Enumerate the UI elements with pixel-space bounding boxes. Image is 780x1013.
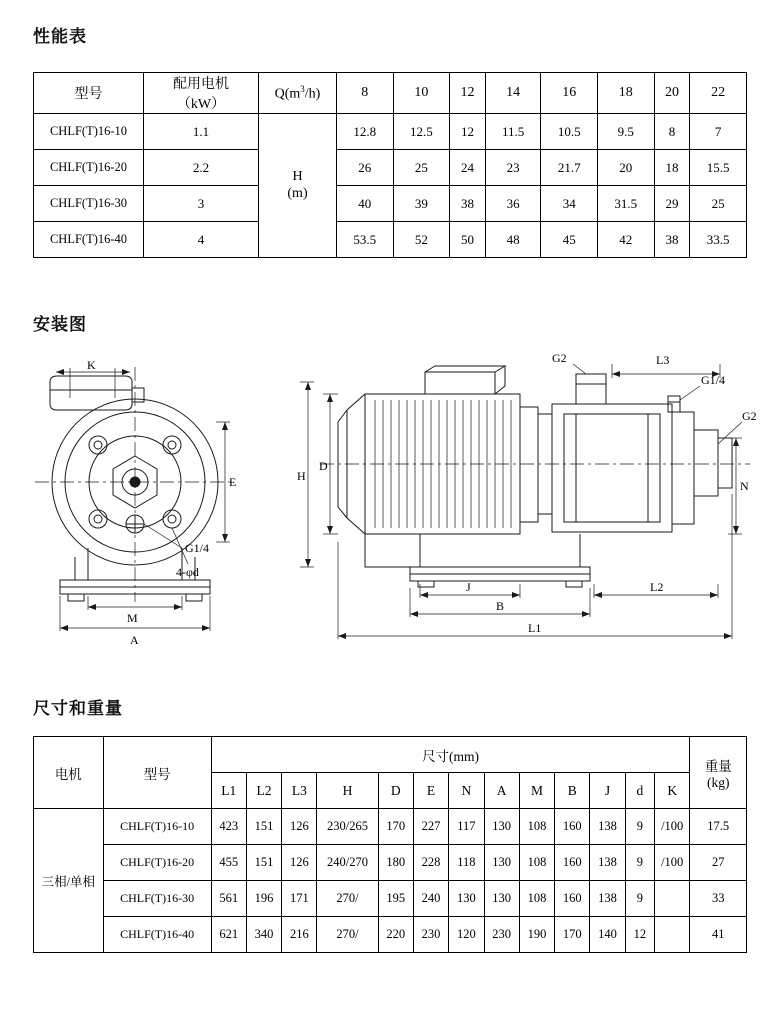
table-row: [34, 114, 747, 150]
header-flow-prefix: Q(m: [274, 86, 301, 102]
cell-d: 9: [625, 809, 654, 845]
cell-L2: 340: [246, 917, 281, 953]
cell-D: 220: [378, 917, 413, 953]
cell-L1: 423: [211, 809, 246, 845]
header-motor-line2: （kW）: [176, 97, 226, 112]
cell-K: [654, 881, 689, 917]
cell-weight: 27: [690, 845, 747, 881]
row-model: CHLF(T)16-30: [103, 881, 211, 917]
head-cell: 26: [337, 150, 394, 186]
cell-B: 160: [555, 809, 590, 845]
head-cell: 40: [337, 186, 394, 222]
cell-L3: 126: [282, 845, 317, 881]
header-model: 型号: [103, 737, 211, 809]
row-motor: 4: [144, 222, 259, 258]
label-D: D: [319, 459, 328, 473]
cell-H: 270/: [317, 881, 378, 917]
header-head-unit: [259, 114, 337, 258]
cell-L1: 561: [211, 881, 246, 917]
cell-J: 140: [590, 917, 625, 953]
cell-A: 130: [484, 881, 519, 917]
cell-L2: 151: [246, 845, 281, 881]
header-weight-line1: 重量: [704, 758, 732, 774]
label-K: K: [87, 358, 96, 372]
cell-L3: 126: [282, 809, 317, 845]
cell-L2: 196: [246, 881, 281, 917]
cell-L3: 171: [282, 881, 317, 917]
flow-value-4: 16: [541, 73, 598, 114]
cell-J: 138: [590, 881, 625, 917]
label-L1: L1: [528, 621, 542, 635]
head-cell: 9.5: [598, 114, 655, 150]
head-cell: 52: [393, 222, 450, 258]
flow-value-2: 12: [450, 73, 486, 114]
row-model: CHLF(T)16-40: [34, 222, 144, 258]
head-cell: 39: [393, 186, 450, 222]
label-G2-right: G2: [742, 409, 757, 423]
head-cell: 7: [690, 114, 747, 150]
cell-M: 108: [519, 845, 554, 881]
cell-K: /100: [654, 845, 689, 881]
row-motor: 2.2: [144, 150, 259, 186]
cell-J: 138: [590, 809, 625, 845]
head-cell: 12.8: [337, 114, 394, 150]
label-G2-top: G2: [552, 352, 567, 365]
head-cell: 12.5: [393, 114, 450, 150]
cell-weight: 41: [690, 917, 747, 953]
flow-value-5: 18: [598, 73, 655, 114]
installation-section-title: 安装图: [33, 315, 87, 335]
header-motor-type: 电机: [34, 737, 104, 809]
header-col-H: H: [317, 773, 378, 809]
cell-H: 240/270: [317, 845, 378, 881]
cell-D: 195: [378, 881, 413, 917]
table-row: [34, 186, 747, 222]
head-cell: 42: [598, 222, 655, 258]
performance-table: [33, 72, 747, 258]
cell-N: 117: [449, 809, 484, 845]
cell-E: 228: [413, 845, 448, 881]
header-weight-line2: (kg): [706, 774, 730, 790]
cell-H: 270/: [317, 917, 378, 953]
cell-B: 170: [555, 917, 590, 953]
header-flow-sup: 3: [300, 83, 305, 94]
label-N: N: [740, 479, 749, 493]
table-row: [34, 150, 747, 186]
header-model: 型号: [34, 73, 144, 114]
cell-E: 230: [413, 917, 448, 953]
cell-d: 9: [625, 845, 654, 881]
cell-D: 180: [378, 845, 413, 881]
header-col-L3: L3: [282, 773, 317, 809]
row-model: CHLF(T)16-20: [103, 845, 211, 881]
flow-value-0: 8: [337, 73, 394, 114]
cell-weight: 33: [690, 881, 747, 917]
header-flow-suffix: /h): [304, 86, 321, 102]
flow-value-7: 22: [690, 73, 747, 114]
row-model: CHLF(T)16-10: [103, 809, 211, 845]
cell-E: 227: [413, 809, 448, 845]
label-J: J: [466, 580, 471, 594]
head-cell: 23: [485, 150, 540, 186]
head-cell: 31.5: [598, 186, 655, 222]
performance-section-title: 性能表: [33, 27, 87, 47]
header-col-J: J: [590, 773, 625, 809]
header-col-B: B: [555, 773, 590, 809]
row-model: CHLF(T)16-20: [34, 150, 144, 186]
pump-side-view: [320, 366, 750, 587]
head-cell: 38: [450, 186, 486, 222]
label-L2: L2: [650, 580, 664, 594]
motor-type-cell: 三相/单相: [34, 809, 104, 953]
cell-L3: 216: [282, 917, 317, 953]
header-col-K: K: [654, 773, 689, 809]
cell-L2: 151: [246, 809, 281, 845]
row-model: CHLF(T)16-10: [34, 114, 144, 150]
head-cell: 25: [690, 186, 747, 222]
cell-L1: 621: [211, 917, 246, 953]
flow-value-1: 10: [393, 73, 450, 114]
header-col-A: A: [484, 773, 519, 809]
head-cell: 25: [393, 150, 450, 186]
cell-N: 120: [449, 917, 484, 953]
label-G14-right: G1/4: [701, 373, 725, 387]
table-header-row: [34, 73, 747, 114]
cell-B: 160: [555, 881, 590, 917]
header-motor-line1: 配用电机: [173, 77, 229, 92]
head-cell: 18: [654, 150, 690, 186]
head-cell: 48: [485, 222, 540, 258]
cell-D: 170: [378, 809, 413, 845]
row-model: CHLF(T)16-30: [34, 186, 144, 222]
table-row: [34, 222, 747, 258]
head-cell: 53.5: [337, 222, 394, 258]
label-H: H: [297, 469, 306, 483]
header-flow: [259, 73, 337, 114]
head-cell: 36: [485, 186, 540, 222]
header-col-E: E: [413, 773, 448, 809]
label-B: B: [496, 599, 505, 613]
head-cell: 10.5: [541, 114, 598, 150]
cell-d: 12: [625, 917, 654, 953]
head-cell: 21.7: [541, 150, 598, 186]
pump-front-view: [35, 367, 235, 602]
cell-M: 108: [519, 809, 554, 845]
side-view-dimensions: [300, 364, 742, 639]
label-A: A: [130, 633, 139, 647]
table-row: [34, 845, 747, 881]
head-cell: 8: [654, 114, 690, 150]
label-G14-left: G1/4: [185, 541, 209, 555]
header-motor: [144, 73, 259, 114]
head-line1: H: [292, 169, 303, 185]
label-L3: L3: [656, 353, 670, 367]
cell-H: 230/265: [317, 809, 378, 845]
head-cell: 11.5: [485, 114, 540, 150]
cell-A: 230: [484, 917, 519, 953]
head-cell: 33.5: [690, 222, 747, 258]
head-cell: 34: [541, 186, 598, 222]
head-cell: 45: [541, 222, 598, 258]
label-4phid: 4-φd: [176, 565, 199, 579]
cell-weight: 17.5: [690, 809, 747, 845]
cell-N: 130: [449, 881, 484, 917]
row-model: CHLF(T)16-40: [103, 917, 211, 953]
label-M: M: [127, 611, 138, 625]
cell-K: [654, 917, 689, 953]
cell-A: 130: [484, 845, 519, 881]
header-col-L1: L1: [211, 773, 246, 809]
dimensions-section-title: 尺寸和重量: [33, 699, 123, 719]
cell-K: /100: [654, 809, 689, 845]
flow-value-6: 20: [654, 73, 690, 114]
head-cell: 29: [654, 186, 690, 222]
table-row: [34, 917, 747, 953]
dimensions-table: [33, 736, 747, 953]
cell-J: 138: [590, 845, 625, 881]
cell-M: 190: [519, 917, 554, 953]
table-header-row-top: [34, 737, 747, 773]
header-col-M: M: [519, 773, 554, 809]
head-cell: 50: [450, 222, 486, 258]
head-cell: 12: [450, 114, 486, 150]
installation-drawing: [20, 352, 760, 672]
row-motor: 1.1: [144, 114, 259, 150]
header-col-N: N: [449, 773, 484, 809]
cell-d: 9: [625, 881, 654, 917]
header-weight: [690, 737, 747, 809]
head-cell: 15.5: [690, 150, 747, 186]
cell-E: 240: [413, 881, 448, 917]
row-motor: 3: [144, 186, 259, 222]
cell-A: 130: [484, 809, 519, 845]
header-size-group: 尺寸(mm): [211, 737, 690, 773]
cell-M: 108: [519, 881, 554, 917]
table-row: [34, 881, 747, 917]
header-col-L2: L2: [246, 773, 281, 809]
flow-value-3: 14: [485, 73, 540, 114]
cell-B: 160: [555, 845, 590, 881]
header-col-D: D: [378, 773, 413, 809]
head-cell: 20: [598, 150, 655, 186]
head-cell: 24: [450, 150, 486, 186]
label-E: E: [229, 475, 237, 489]
cell-L1: 455: [211, 845, 246, 881]
table-row: [34, 809, 747, 845]
head-cell: 38: [654, 222, 690, 258]
head-line2: (m): [287, 185, 308, 201]
cell-N: 118: [449, 845, 484, 881]
header-col-d: d: [625, 773, 654, 809]
